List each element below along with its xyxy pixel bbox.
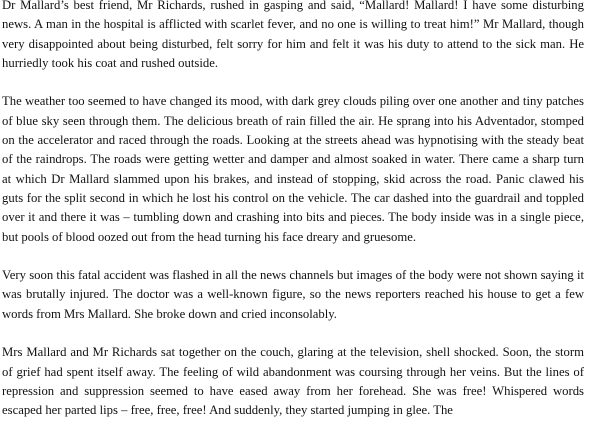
paragraph-1: Dr Mallard’s best friend, Mr Richards, rushed in gasping and said, “Mallard! Mallard! I have some disturbing news. A man in the hospital is afflicted with scarlet fever, and no one is willing to treat him!” Mr Mallard, though very disappointed about being disturbed, felt sorry for him and felt it was his duty to attend to the sick man. He hurriedly took his coat and rushed outside. (2, 0, 584, 70)
paragraph-2: The weather too seemed to have changed its mood, with dark grey clouds piling over one another and tiny patches of blue sky seen through them. The delicious breath of rain filled the air. He sprang into his Adventador, stomped on the accelerator and raced through the roads. Looking at the streets ahead was hypnotising with the steady beat of the raindrops. The roads were getting wetter and damper and almost soaked in water. There came a sharp turn at which Dr Mallard slammed upon his brakes, and instead of stopping, skid across the road. Panic clawed his guts for the split second in which he lost his control on the vehicle. The car dashed into the guardrail and toppled over it and there it was – tumbling down and crashing into bits and pieces. The body inside was in a single piece, but pools of blood oozed out from the head turning his face dreary and gruesome. (2, 94, 584, 244)
paragraph-3: Very soon this fatal accident was flashed in all the news channels but images of the body were not shown saying it was brutally injured. The doctor was a well-known figure, so the news reporters reached his house to get a few words from Mrs Mallard. She broke down and cried inconsolably. (2, 268, 584, 321)
paragraph-4: Mrs Mallard and Mr Richards sat together on the couch, glaring at the television, shell shocked. Soon, the storm of grief had spent itself away. The feeling of wild abandonment was coursing through her veins. But the lines of repression and suppression seemed to have eased away from her forehead. She was free! Whispered words escaped her parted lips – free, free, free! And suddenly, they started jumping in glee. The (2, 345, 584, 418)
document-page (2, 0, 584, 440)
